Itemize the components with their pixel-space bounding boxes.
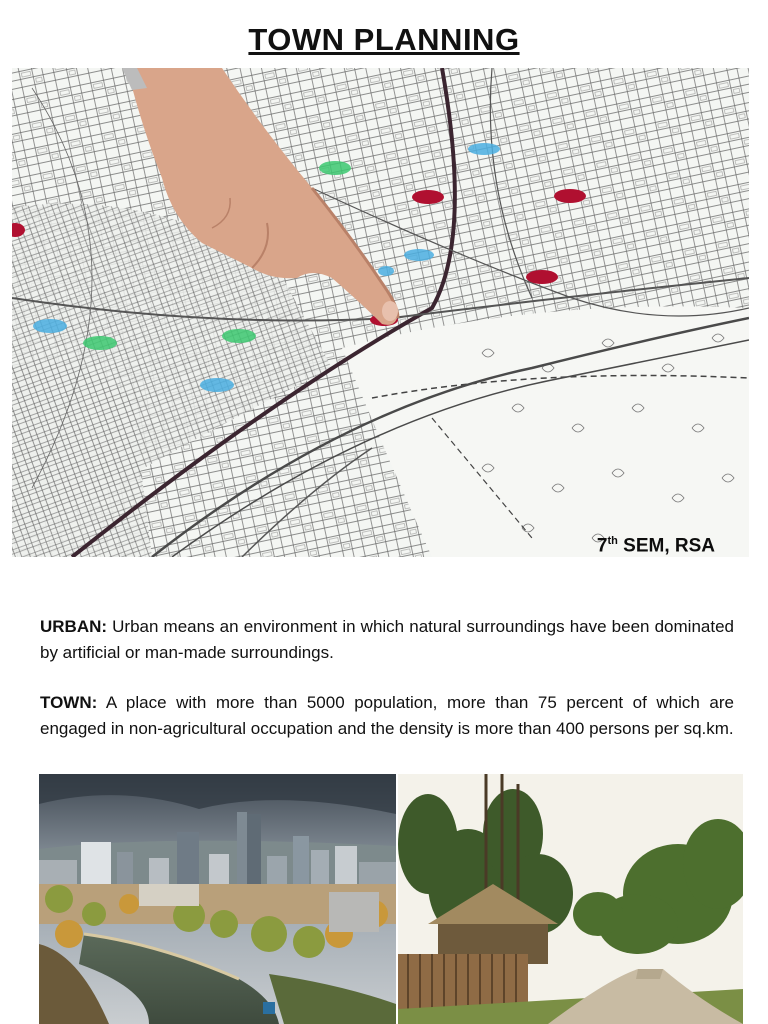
urban-text: Urban means an environment in which natural surroundings have been dominated by artificial or man-made surroundings.	[40, 617, 734, 662]
map-photo	[12, 68, 749, 557]
course-caption: 7th SEM, RSA	[596, 534, 715, 556]
town-text: A place with more than 5000 population, more than 75 percent of which are engaged in non-agricultural occupation and the density is more than 400 persons per sq.km.	[40, 693, 734, 738]
town-term: TOWN:	[40, 693, 98, 712]
urban-definition	[40, 614, 734, 665]
town-map-illustration	[12, 68, 749, 557]
town-definition	[40, 690, 734, 741]
city-photo	[39, 774, 396, 1024]
village-photo	[398, 774, 743, 1024]
urban-term: URBAN:	[40, 617, 108, 636]
page-title: TOWN PLANNING	[248, 22, 520, 57]
